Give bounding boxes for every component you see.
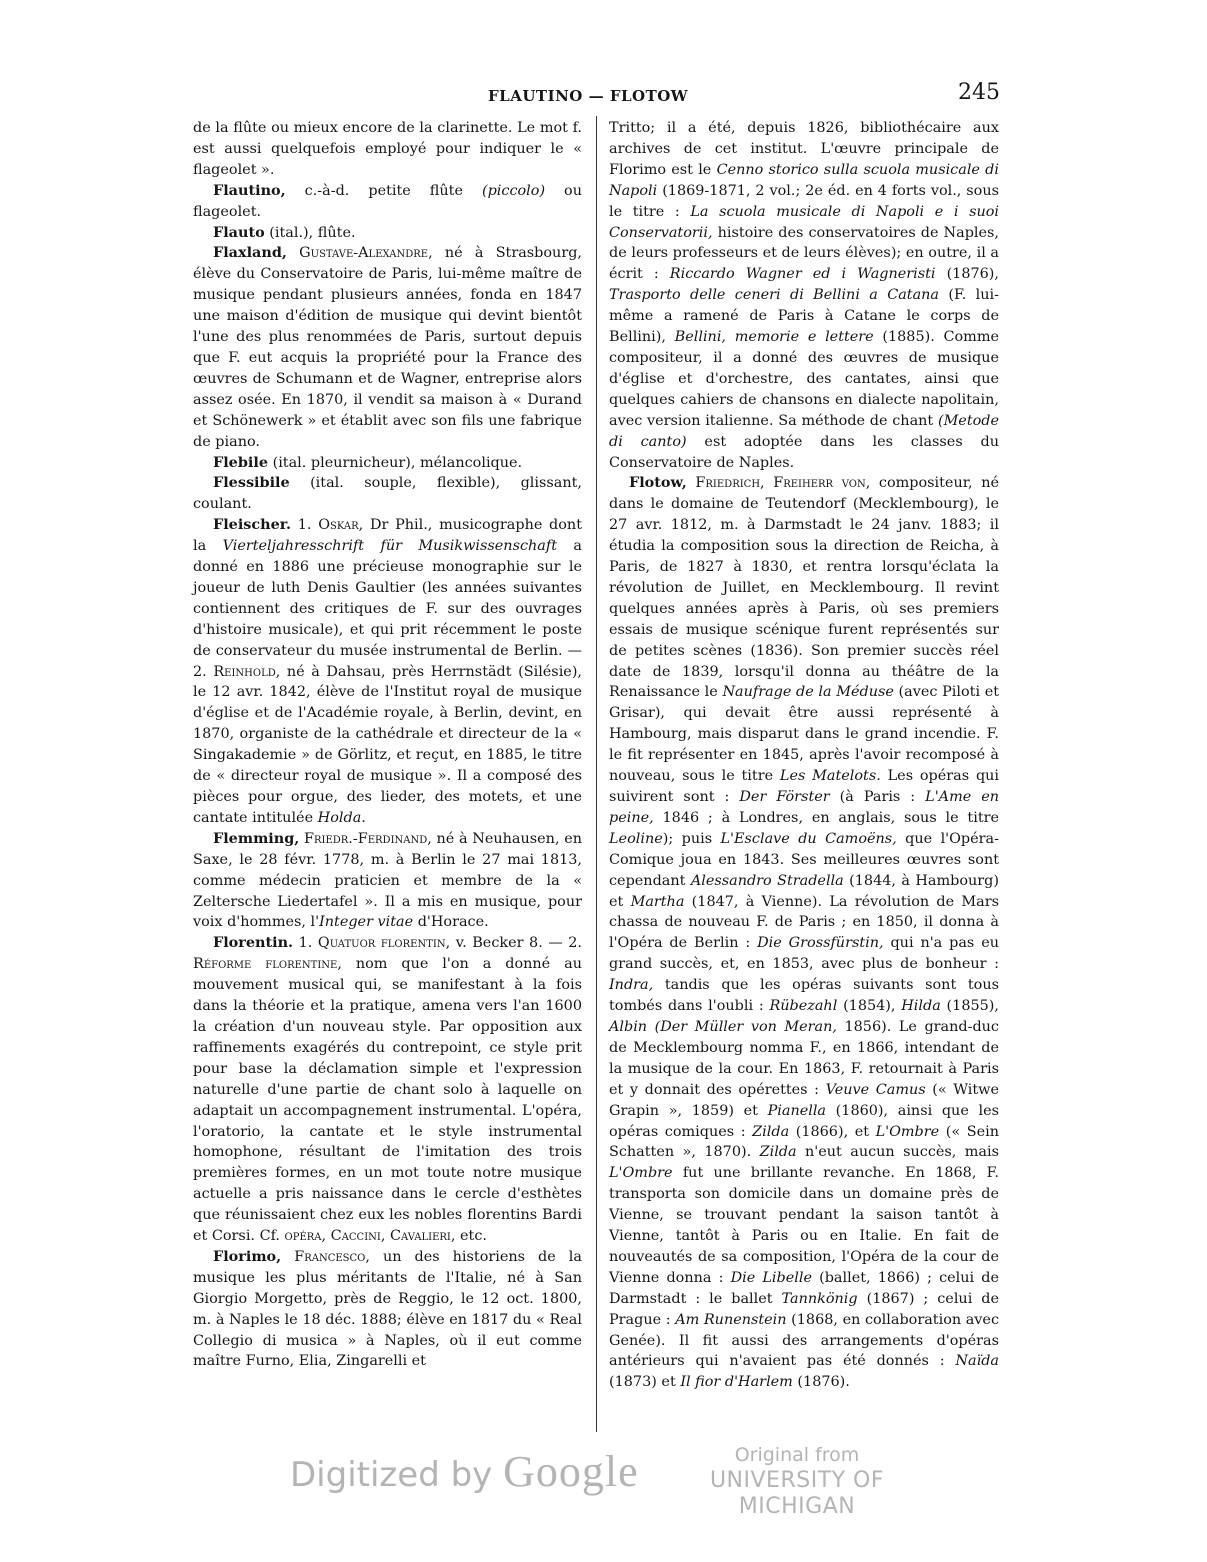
headword: Florentin.: [213, 934, 294, 952]
body-text: 1846 ; à Londres, en anglais, sous le titre: [653, 809, 999, 826]
italic-title: L'Esclave du Camoëns,: [720, 830, 897, 847]
paragraph: [193, 829, 582, 934]
italic-title: Naufrage de la Méduse: [722, 684, 894, 701]
body-text: (F. lui-même a ramené de Paris à Catane le corps de Bellini),: [609, 287, 999, 346]
body-text: Les opéras qui suivirent sont :: [609, 768, 1000, 805]
italic-title: Veuve Camus: [825, 1081, 926, 1098]
italic-title: Bellini, memorie e lettere: [674, 329, 874, 346]
italic-title: Vierteljahresschrift für Musikwissenschaft: [222, 538, 557, 555]
paragraph: [193, 515, 582, 829]
body-text: Tritto; il a été, depuis 1826, bibliothécaire aux archives de cet institut. L'œuvre principale de Florimo est le: [609, 120, 999, 178]
italic-title: L'Ame en peine,: [609, 789, 1000, 826]
italic-title: Alessandro Stradella: [690, 872, 844, 889]
italic-title: Rübezahl: [769, 998, 838, 1015]
digitized-watermark: [290, 1446, 639, 1497]
column-divider: [596, 116, 597, 1432]
italic-title: Il fior d'Harlem: [680, 1374, 793, 1391]
body-text: a donné en 1886 une précieuse monographie sur le joueur de luth Denis Gaultier (les années suivantes contiennent des critiques de F. sur des ouvrages d'histoire musicale), et qui prit récemment le poste de conservateur du musée instrumental de Berlin. — 2.: [193, 538, 582, 680]
body-text: né à Strasbourg, élève du Conservatoire de Paris, lui-même maître de musique pendant plusieurs années, fonda en 1847 une maison d'édition de musique qui devint bientôt l'une des plus renommées de Paris, surtout depuis que F. eut acquis la propriété pour la France des œuvres de Schumann et de Wagner, entreprise alors assez osée. En 1870, il vendit sa maison à « Durand et Schönewerk » et établit avec son fils une fabrique de piano.: [193, 245, 582, 450]
small-caps-name: opéra, Caccini, Cavalieri,: [284, 1228, 456, 1245]
small-caps-name: Oskar,: [318, 517, 364, 534]
headword: Fleischer.: [213, 516, 292, 534]
italic-title: La scuola musicale di Napoli e i suoi Conservatorii,: [609, 203, 999, 241]
italic-title: Martha: [630, 893, 685, 910]
body-text: 1.: [293, 935, 318, 952]
italic-title: Naïda: [955, 1353, 999, 1370]
body-text: (1885). Comme compositeur, il a donné des œuvres de musique d'église et d'orchestre, des cantates, ainsi que quelques cahiers de chansons en dialecte napolitain, avec version italienne. Sa méthode de chant: [609, 329, 999, 429]
page-header: [470, 80, 1000, 114]
italic-title: Hilda: [901, 998, 941, 1015]
paragraph: [193, 118, 582, 181]
body-text: [287, 245, 299, 261]
italic-title: Riccardo Wagner ed i Wagneristi: [669, 266, 936, 283]
italic-title: Die Libelle: [730, 1269, 812, 1286]
small-caps-name: Reinhold,: [213, 663, 281, 680]
body-text: (1876).: [792, 1374, 850, 1391]
body-text: (ital. pleurnicheur), mélancolique.: [268, 454, 523, 471]
paragraph: [609, 118, 999, 473]
italic-title: (piccolo): [481, 182, 546, 199]
italic-title: Les Matelots.: [779, 768, 881, 785]
body-text: fut une brillante revanche. En 1868, F. transporta son domicile dans un domaine près de Vienne, se trouvant pendant la saison tantôt à Vienne, tantôt à Paris ou en Italie. En fait de nouveautés de sa composition, l'Opéra de la cour de Vienne donna :: [609, 1165, 999, 1286]
paragraph: [193, 243, 582, 452]
body-text: ou flageolet.: [193, 182, 582, 220]
body-text: (1855),: [940, 998, 999, 1015]
original-from-label: Original from: [734, 1444, 860, 1466]
body-text: (« Witwe Grapin », 1859) et: [609, 1081, 999, 1119]
body-text: né à Dahsau, près Herrnstädt (Silésie), le 12 avr. 1842, élève de l'Institut royal de musique d'église et de l'Académie royale, à Berlin, devint, en 1870, organiste de la cathédrale et directeur de la « Singakademie » de Görlitz, et reçut, en 1885, le titre de « directeur royal de musique ». Il a composé des pièces pour orgue, des lieder, des motets, et une cantate intitulée: [193, 663, 583, 826]
italic-title: Die Grossfürstin,: [757, 935, 884, 952]
body-text: (ital. souple, flexible), glissant, coulant.: [193, 475, 582, 513]
italic-title: Zilda: [752, 1123, 790, 1140]
headword: Flautino,: [213, 181, 286, 199]
small-caps-name: Quatuor florentin,: [317, 935, 451, 952]
italic-title: Tannkönig: [781, 1290, 858, 1307]
body-text: (1860), ainsi que les opéras comiques :: [609, 1102, 999, 1140]
paragraph: [609, 473, 999, 1393]
body-text: (1867) ; celui de Prague :: [609, 1290, 999, 1328]
body-text: (1876),: [935, 266, 999, 283]
body-text: (1854),: [837, 998, 902, 1015]
italic-title: Am Runenstein: [675, 1311, 787, 1328]
paragraph: [193, 223, 582, 244]
italic-title: Zilda: [759, 1144, 797, 1161]
body-text: [281, 1249, 294, 1265]
italic-title: Albin (Der Müller von Meran,: [609, 1018, 837, 1035]
italic-title: (Metode di canto): [609, 412, 999, 450]
small-caps-name: Réforme florentine,: [193, 956, 342, 973]
headword: Flessibile: [213, 474, 290, 492]
paragraph: [193, 473, 582, 515]
italic-title: L'Ombre: [609, 1165, 673, 1182]
small-caps-name: Gustave-Alexandre,: [299, 245, 433, 262]
paragraph: [193, 181, 582, 223]
body-text: histoire des conservatoires de Naples, de leurs professeurs et de leurs élèves); en outre, il a écrit :: [609, 224, 999, 283]
body-text: nom que l'on a donné au mouvement musical qui, se manifestant à la fois dans la théorie et la pratique, amena vers l'an 1600 la création d'un nouveau style. Par opposition aux raffinements exagérés du contrepoint, ce style prit pour base la déclamation simple et l'expression naturelle d'une partie de chant solo à laquelle on adaptait un accompagnement instrumental. L'opéra, l'oratorio, la cantate et le style instrumental homophone, résultant de l'imitation des trois premières formes, en un mot toute notre musique actuelle a pris naissance dans le cercle d'esthètes que réunissaient chez eux les nobles florentins Bardi et Corsi. Cf.: [193, 956, 582, 1245]
body-text: 1.: [291, 517, 319, 534]
body-text: (ital.), flûte.: [264, 224, 356, 241]
small-caps-name: Francesco,: [294, 1248, 370, 1265]
italic-title: Integer vitae: [319, 914, 414, 931]
body-text: v. Becker 8. — 2.: [450, 935, 582, 952]
body-text: compositeur, né dans le domaine de Teutendorf (Mecklembourg), le 27 avr. 1812, m. à Darmstadt le 24 janv. 1883; il étudia la composition sous la direction de Reicha, à Paris, de 1827 à 1830, et rentra lorsqu'éclata la révolution de Juillet, en Mecklembourg. Il revint quelques années après à Paris, où ses premiers essais de musique scénique furent représentés sur de petites scènes (1836). Son premier succès réel date de 1839, lorsqu'il donna au théâtre de la Renaissance le: [609, 475, 999, 701]
body-text: (ballet, 1866) ; celui de Darmstadt : le ballet: [609, 1269, 999, 1307]
body-text: de la flûte ou mieux encore de la clarinette. Le mot f. est aussi quelquefois employé pour indiquer le « flageolet ».: [193, 120, 582, 178]
body-text: Dr Phil., musicographe dont la: [193, 517, 582, 555]
university-name: UNIVERSITY OF MICHIGAN: [709, 1468, 885, 1519]
body-text: (1866), et: [789, 1123, 876, 1140]
headword: Flemming,: [213, 829, 300, 847]
small-caps-name: Friedr.-Ferdinand,: [304, 830, 432, 847]
paragraph: [193, 453, 582, 474]
body-text: né à Neuhausen, en Saxe, le 28 févr. 1778, m. à Berlin le 27 mai 1813, comme médecin praticien et membre de la « Zeltersche Liedertafel ». Il a mis en musique, pour voix d'hommes, l': [193, 830, 583, 931]
body-text: est adoptée dans les classes du Conservatoire de Naples.: [609, 433, 999, 471]
body-text: un des historiens de la musique les plus méritants de l'Italie, né à San Giorgio Morgetto, près de Reggio, le 12 oct. 1800, m. à Naples le 18 déc. 1888; élève en 1817 du « Real Collegio di musica » à Naples, où il eut comme maître Furno, Elia, Zingarelli et: [193, 1248, 582, 1370]
paragraph: [193, 1247, 582, 1372]
original-from-watermark: [652, 1442, 942, 1520]
body-text: qui n'a pas eu grand succès, et, en 1853, avec plus de bonheur :: [609, 935, 999, 973]
page-number: 245: [958, 80, 1000, 105]
body-text: etc.: [455, 1228, 487, 1245]
small-caps-name: Friedrich, Freiherr von,: [695, 475, 871, 492]
digitized-prefix: Digitized by: [290, 1455, 493, 1495]
italic-title: Der Förster: [739, 789, 830, 805]
body-text: que l'Opéra-Comique joua en 1843. Ses meilleures œuvres sont cependant: [609, 830, 999, 889]
italic-title: Pianella: [767, 1102, 827, 1119]
body-text: tandis que les opéras suivants sont tous tombés dans l'oubli :: [609, 977, 999, 1015]
body-text: (1869-1871, 2 vol.; 2e éd. en 4 forts vol., sous le titre :: [609, 182, 999, 220]
body-text: n'eut aucun succès, mais: [796, 1144, 999, 1161]
body-text: d'Horace.: [413, 914, 489, 931]
body-text: (avec Piloti et Grisar), qui devait être aussi représenté à Hambourg, mais disparut dans le grand incendie. F. le fit représenter en 1845, après l'avoir recomposé à nouveau, sous le titre: [609, 684, 1000, 785]
italic-title: Trasporto delle ceneri di Bellini a Catana: [609, 287, 940, 304]
body-text: (1847, à Vienne). La révolution de Mars chassa de nouveau F. de Paris ; en 1850, il donna à l'Opéra de Berlin :: [609, 893, 1000, 952]
body-text: c.-à-d. petite flûte: [285, 182, 482, 199]
body-text: (1868, en collaboration avec Genée). Il fit aussi des arrangements d'opéras antérieurs qui n'avaient pas été donnés :: [609, 1311, 1000, 1370]
body-text: (« Sein Schatten », 1870).: [609, 1123, 999, 1161]
headword: Flaxland,: [213, 244, 287, 262]
body-text: 1856). Le grand-duc de Mecklembourg nomma F., en 1866, intendant de la musique de la cour. En 1863, F. retournait à Paris et y donnait des opérettes :: [609, 1018, 999, 1098]
italic-title: Cenno storico sulla scuola musicale di Napoli: [609, 161, 999, 199]
body-text: (1844, à Hambourg) et: [609, 872, 999, 910]
headword: Florimo,: [213, 1247, 282, 1265]
italic-title: L'Ombre: [875, 1123, 940, 1140]
right-column: [609, 118, 999, 1393]
body-text: ); puis: [662, 830, 721, 847]
body-text: (1873) et: [609, 1374, 681, 1391]
italic-title: Indra,: [609, 977, 654, 994]
italic-title: Leoline: [609, 830, 663, 847]
left-column: [193, 118, 582, 1372]
running-head: FLAUTINO — FLOTOW: [488, 87, 689, 105]
headword: Flebile: [213, 453, 268, 471]
headword: Flotow,: [629, 474, 687, 492]
italic-title: Holda.: [317, 809, 366, 826]
google-wordmark: Google: [503, 1447, 639, 1496]
body-text: (à Paris :: [829, 789, 926, 805]
headword: Flauto: [213, 223, 265, 241]
paragraph: [193, 933, 582, 1247]
